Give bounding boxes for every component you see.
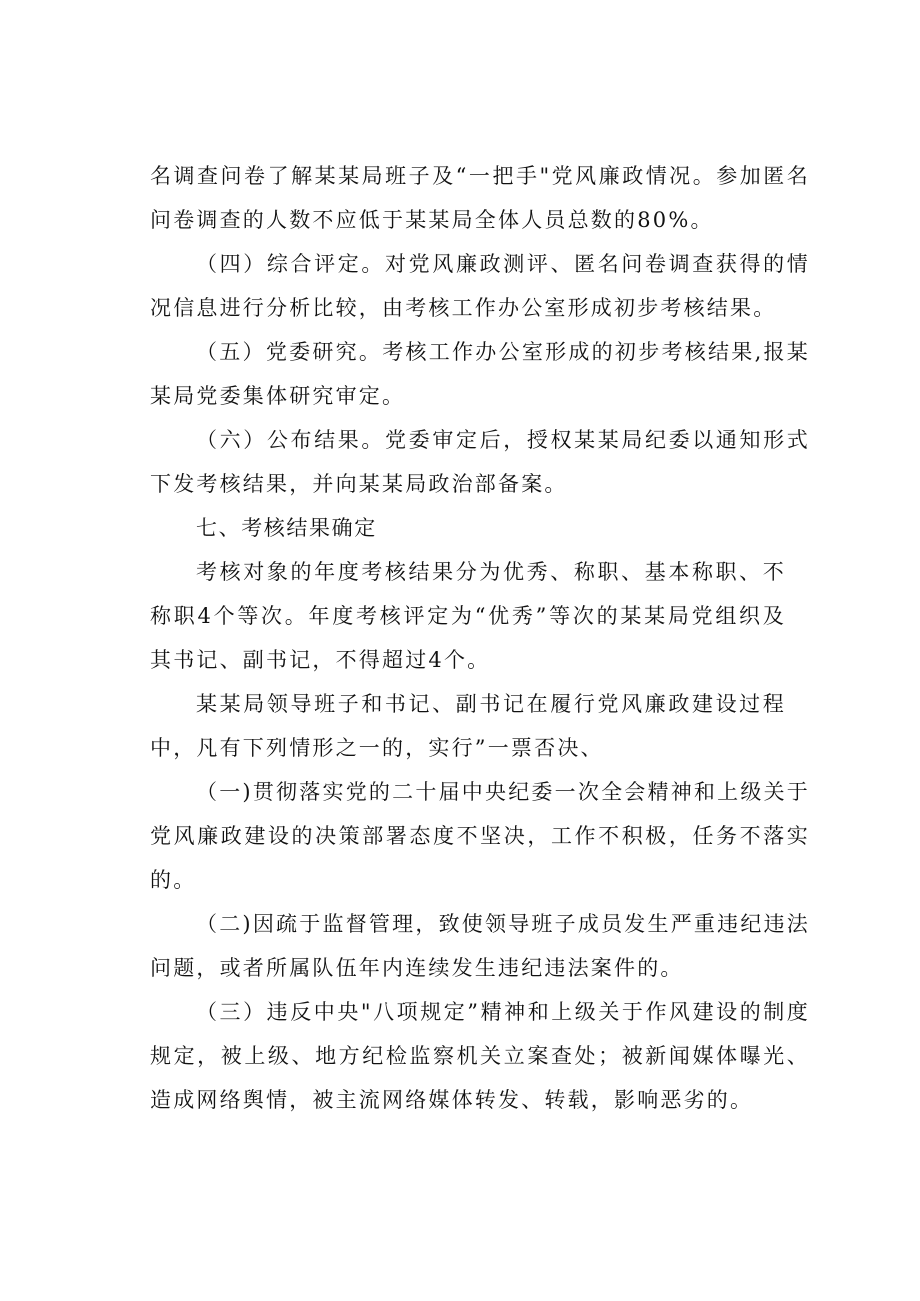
paragraph-veto-intro: 某某局领导班子和书记、副书记在履行党风廉政建设过程中，凡有下列情形之一的，实行”一票否决、 <box>150 692 786 760</box>
paragraph-questionnaire: 名调查问卷了解某某局班子及“一把手"党风廉政情况。参加匿名问卷调查的人数不应低于某某局全体人员总数的80%。 <box>150 164 810 232</box>
paragraph-veto-item-1: （一)贯彻落实党的二十届中央纪委一次全会精神和上级关于党风廉政建设的决策部署态度不坚决，工作不积极，任务不落实的。 <box>150 780 810 892</box>
paragraph-veto-item-3: （三）违反中央"八项规定”精神和上级关于作风建设的制度规定，被上级、地方纪检监察机关立案查处；被新闻媒体曝光、造成网络舆情，被主流网络媒体转发、转载，影响恶劣的。 <box>150 1000 810 1112</box>
paragraph-party-committee-review: （五）党委研究。考核工作办公室形成的初步考核结果,报某某局党委集体研究审定。 <box>150 340 810 408</box>
paragraph-veto-item-2: （二)因疏于监督管理，致使领导班子成员发生严重违纪违法问题，或者所属队伍年内连续发生违纪违法案件的。 <box>150 912 810 980</box>
paragraph-publish-results: （六）公布结果。党委审定后，授权某某局纪委以通知形式下发考核结果，并向某某局政治部备案。 <box>150 428 810 496</box>
paragraph-comprehensive-evaluation: （四）综合评定。对党风廉政测评、匿名问卷调查获得的情况信息进行分析比较，由考核工作办公室形成初步考核结果。 <box>150 252 810 320</box>
section-heading-results: 七、考核结果确定 <box>196 516 377 540</box>
paragraph-result-grades: 考核对象的年度考核结果分为优秀、称职、基本称职、不称职4个等次。年度考核评定为“优秀”等次的某某局党组织及其书记、副书记，不得超过4个。 <box>150 560 786 672</box>
document-body <box>150 154 810 1122</box>
